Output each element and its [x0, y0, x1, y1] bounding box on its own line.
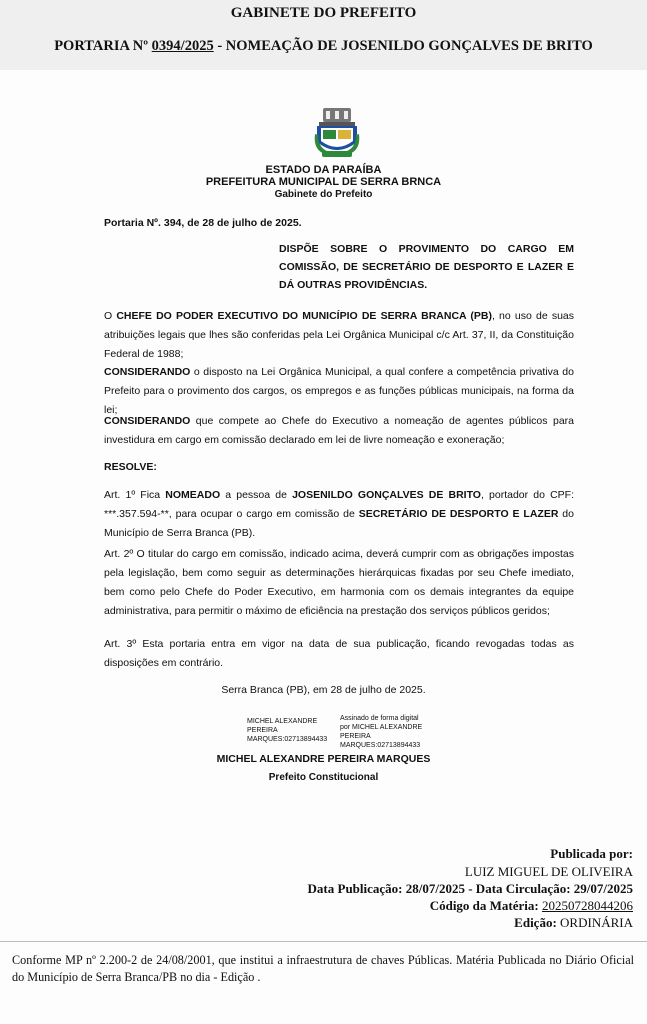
ementa: DISPÕE SOBRE O PROVIMENTO DO CARGO EM COMISSÃO, DE SECRETÁRIO DE DESPORTO E LAZER E DÁ OUTRAS PROVIDÊNCIAS.: [279, 243, 574, 291]
art1-nominee: JOSENILDO GONÇALVES DE BRITO: [292, 489, 481, 501]
preamble-text-c: , no uso de suas atribuições legais que lhes são conferidas pela Lei Orgânica Municipal c/c Art. 37, II, da Constituição Federal de 1988;: [104, 310, 574, 360]
signer-name: MICHEL ALEXANDRE PEREIRA MARQUES: [216, 753, 431, 765]
published-by-label: Publicada por:: [550, 846, 633, 861]
footer-divider: [0, 941, 647, 942]
sig-right-line: Assinado de forma digital: [340, 715, 419, 722]
sig-right-line: MARQUES:02713894433: [340, 742, 421, 749]
municipal-crest-icon: [313, 106, 361, 160]
letterhead-prefecture: PREFEITURA MUNICIPAL DE SERRA BRNCA: [205, 176, 442, 188]
edition-label: Edição:: [514, 915, 561, 930]
portaria-subject: - NOMEAÇÃO DE JOSENILDO GONÇALVES DE BRITO: [213, 38, 593, 54]
art1-position: SECRETÁRIO DE DESPORTO E LAZER: [358, 508, 559, 520]
portaria-number: 0394/2025: [151, 38, 214, 54]
preamble-authority: CHEFE DO PODER EXECUTIVO DO MUNICÍPIO DE SERRA BRANCA (PB): [116, 310, 492, 322]
sig-right-line: PEREIRA: [340, 733, 371, 740]
preamble-text-a: O: [104, 310, 117, 322]
materia-code-label: Código da Matéria:: [429, 898, 542, 913]
preamble-paragraph: [104, 307, 574, 364]
portaria-heading: [0, 38, 647, 55]
sig-right-line: por MICHEL ALEXANDRE: [340, 724, 423, 731]
materia-code: [233, 898, 633, 914]
letterhead-cabinet: Gabinete do Prefeito: [274, 189, 373, 200]
footer-note: Conforme MP nº 2.200-2 de 24/08/2001, que institui a infraestrutura de chaves Públicas. Matéria Publicada no Diário Oficial do Município de Serra Branca/PB no dia - Edição .: [12, 953, 634, 984]
art1-text: a pessoa de: [220, 489, 293, 501]
edition-value: ORDINÁRIA: [560, 915, 633, 930]
art1-text: do Município de Serra Branca (PB).: [104, 508, 574, 539]
considerando-text: que compete ao Chefe do Executivo a nomeação de agentes públicos para investidura em cargo em comissão declarado em lei de livre nomeação e exoneração;: [104, 415, 574, 446]
article-2: Art. 2º O titular do cargo em comissão, indicado acima, deverá cumprir com as obrigações impostas pela legislação, bem como seguir as determinações hierárquicas fixadas por seu Chefe imediato, bem como pelo Chefe do Poder Executivo, em harmonia com os demais integrantes da equipe administrativa, para permitir o máximo de eficiência na prestação dos serviços públicos geridos;: [104, 548, 574, 617]
art1-nomeado: NOMEADO: [165, 489, 221, 501]
portaria-line: Portaria Nº. 394, de 28 de julho de 2025.: [104, 217, 302, 229]
considerando-text: o disposto na Lei Orgânica Municipal, a qual confere a competência privativa do Prefeito para o provimento dos cargos, os empregos e as funções públicas municipais, na forma da lei;: [104, 366, 574, 416]
digital-signature-stamp: [340, 714, 430, 750]
digital-signature-name: [247, 717, 339, 744]
place-date: Serra Branca (PB), em 28 de julho de 2025.: [221, 684, 426, 696]
considerando-label: CONSIDERANDO: [104, 366, 191, 378]
signer-role: Prefeito Constitucional: [268, 772, 379, 783]
publication-dates: Data Publicação: 28/07/2025 - Data Circulação: 29/07/2025: [307, 881, 633, 896]
materia-code-value[interactable]: 20250728044206: [542, 898, 633, 913]
sig-left-line: MARQUES:02713894433: [247, 736, 328, 743]
portaria-prefix: PORTARIA Nº: [54, 38, 152, 54]
resolve-heading: RESOLVE:: [104, 461, 157, 473]
sig-left-line: PEREIRA: [247, 727, 278, 734]
page-header-title: GABINETE DO PREFEITO: [230, 5, 417, 21]
publisher-name: LUIZ MIGUEL DE OLIVEIRA: [464, 864, 633, 879]
letterhead-state: ESTADO DA PARAÍBA: [265, 164, 382, 176]
art1-text: Art. 1º Fica: [104, 489, 166, 501]
article-3: Art. 3º Esta portaria entra em vigor na data de sua publicação, ficando revogadas todas as disposições em contrário.: [104, 638, 574, 669]
sig-left-line: MICHEL ALEXANDRE: [247, 718, 318, 725]
article-1: [104, 486, 574, 543]
considerando-label: CONSIDERANDO: [104, 415, 191, 427]
edition: [233, 915, 633, 931]
considerando-paragraph-2: [104, 412, 574, 450]
art1-text: , portador do CPF: ***.357.594-**, para ocupar o cargo em comissão de: [104, 489, 575, 520]
